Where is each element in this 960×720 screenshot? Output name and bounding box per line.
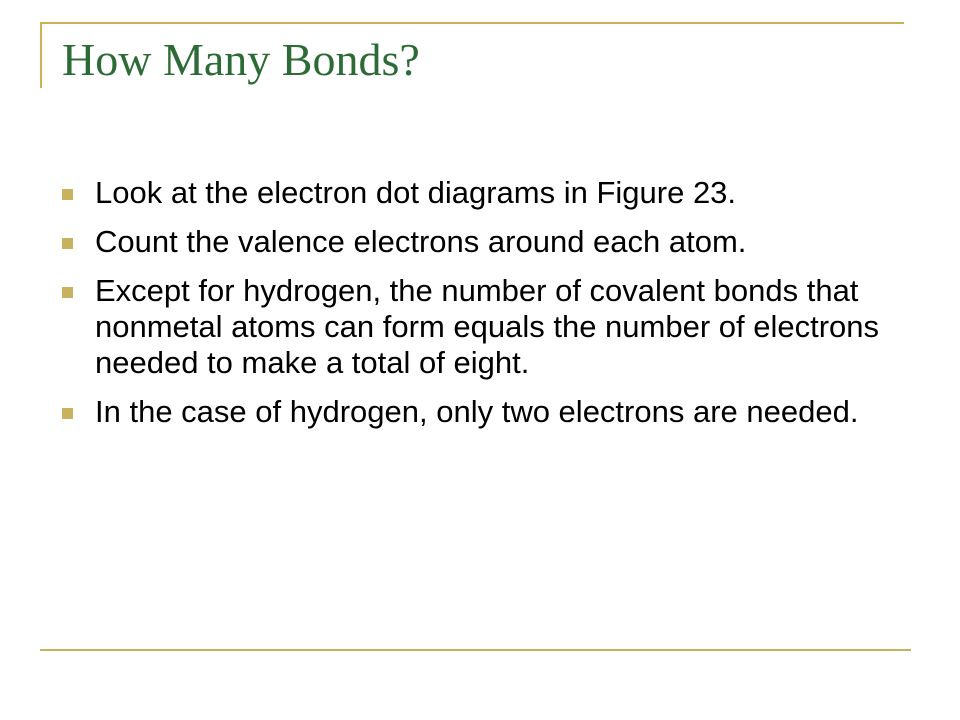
slide-title: How Many Bonds? [62, 34, 420, 85]
square-bullet-icon [62, 408, 73, 419]
bullet-list [62, 175, 882, 443]
square-bullet-icon [62, 287, 73, 298]
bullet-item [62, 394, 882, 430]
bullet-text: In the case of hydrogen, only two electrons are needed. [95, 394, 859, 429]
left-rule [40, 22, 42, 88]
bullet-text: Look at the electron dot diagrams in Figure 23. [95, 175, 737, 210]
bullet-text: Count the valence electrons around each atom. [95, 224, 747, 259]
square-bullet-icon [62, 189, 73, 200]
bullet-item [62, 273, 882, 381]
bullet-text: Except for hydrogen, the number of covalent bonds that nonmetal atoms can form equals the number of electrons needed to make a total of eight. [95, 273, 880, 380]
bullet-item [62, 224, 882, 260]
bullet-item [62, 175, 882, 211]
square-bullet-icon [62, 238, 73, 249]
top-rule [40, 22, 904, 24]
bottom-rule [40, 649, 911, 651]
